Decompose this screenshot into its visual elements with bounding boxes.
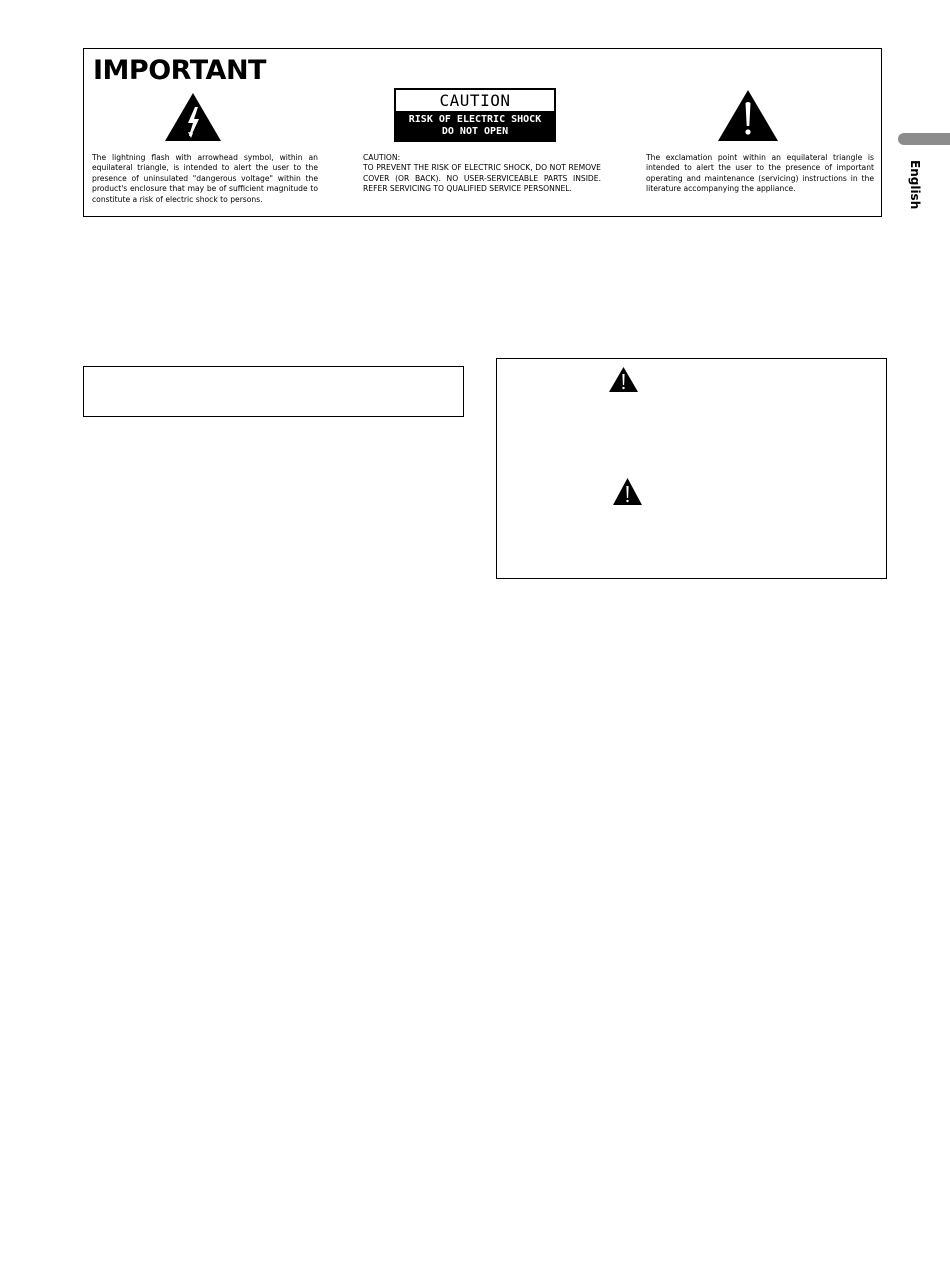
caution-label-line-2: DO NOT OPEN (441, 126, 509, 137)
notice-box-left (83, 366, 464, 417)
exclamation-symbol-description: The exclamation point within an equilateral triangle is intended to alert the user to the presence of important operating and maintenance (servicing) instructions in the literature accompanying the appliance. (646, 153, 874, 194)
warning-box-right (496, 358, 887, 579)
caution-text: TO PREVENT THE RISK OF ELECTRIC SHOCK, DO NOT REMOVE COVER (OR BACK). NO USER-SERVICEABLE PARTS INSIDE. REFER SERVICING TO QUALIFIED SERVICE PERSONNEL. (363, 163, 601, 194)
caution-label (394, 88, 556, 142)
caution-heading: CAUTION: (363, 153, 401, 162)
caution-label-top: CAUTION (396, 90, 554, 111)
important-notice-box (83, 48, 882, 217)
caution-description (363, 153, 601, 195)
lightning-warning-icon (164, 92, 222, 142)
warning-triangle-icon (612, 477, 643, 506)
caution-label-bottom (396, 111, 554, 140)
warning-triangle-icon (608, 366, 639, 393)
important-title: IMPORTANT (93, 55, 266, 86)
caution-label-line-1: RISK OF ELECTRIC SHOCK (408, 114, 542, 125)
language-label: English (908, 160, 922, 210)
exclamation-warning-icon (717, 89, 779, 142)
lightning-symbol-description: The lightning flash with arrowhead symbol, within an equilateral triangle, is intended to alert the user to the presence of uninsulated "dangerous voltage" within the product's enclosure that may be of sufficient magnitude to constitute a risk of electric shock to persons. (92, 153, 318, 204)
language-tab-marker (898, 133, 950, 145)
